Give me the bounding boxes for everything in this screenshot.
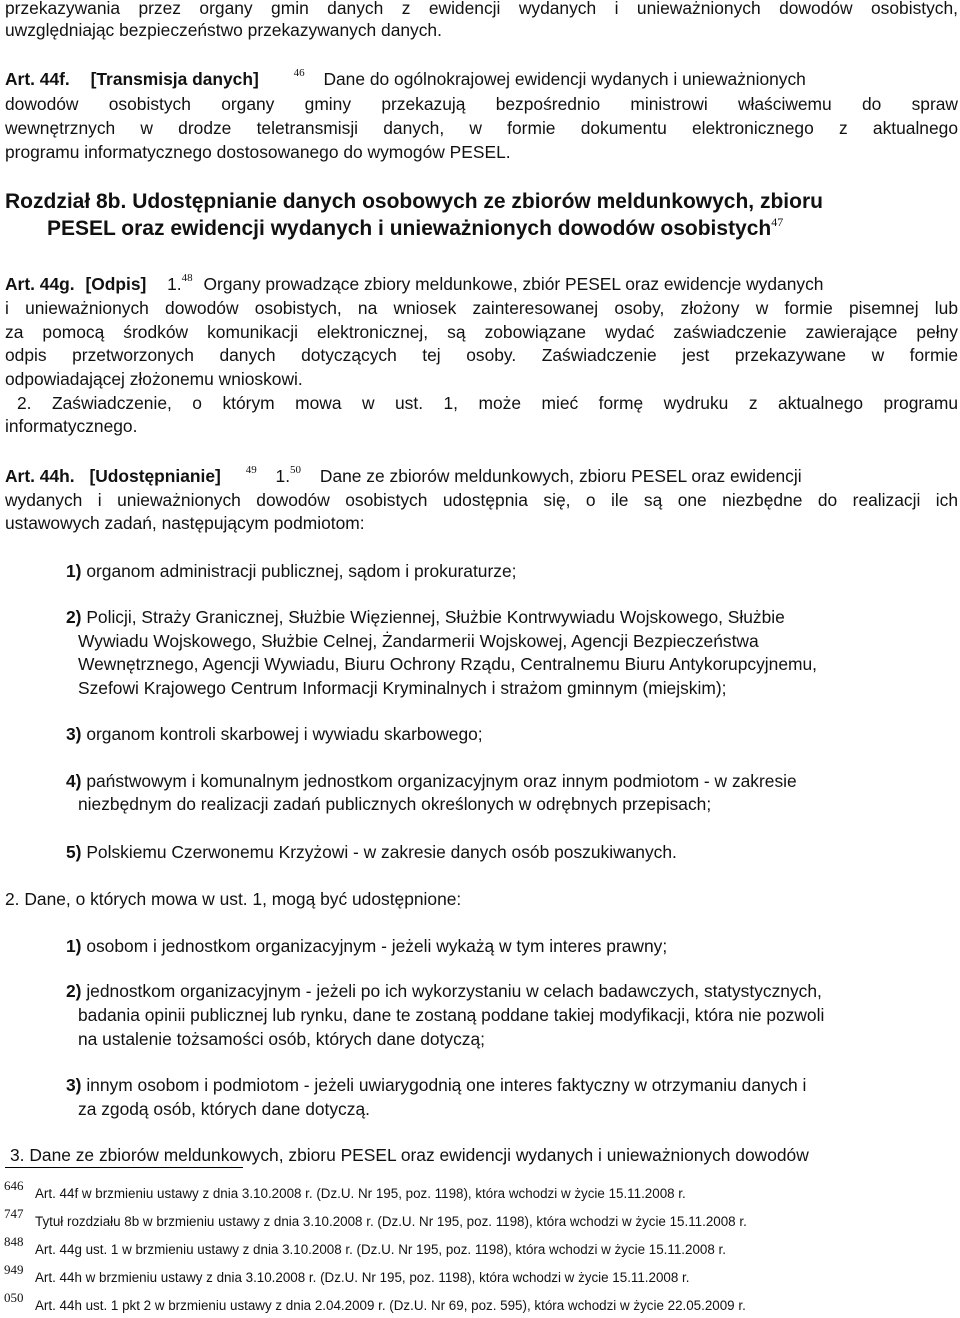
- article-text: Organy prowadzące zbiory meldunkowe, zbiór PESEL oraz ewidencje wydanych: [203, 274, 824, 294]
- article-text: Dane ze zbiorów meldunkowych, zbioru PESEL oraz ewidencji: [319, 466, 802, 486]
- chapter-label: Rozdział 8b.: [5, 190, 127, 213]
- list-item-text: państwowym i komunalnym jednostkom organizacyjnym oraz innym podmiotom - w zakresie: [86, 771, 797, 791]
- article-title: [Odpis]: [85, 274, 147, 294]
- body-text-line: wewnętrznych w drodze teletransmisji danych, w formie dokumentu elektronicznego z aktualnego: [5, 118, 958, 138]
- footnote-text: Art. 44h w brzmieniu ustawy z dnia 3.10.2008 r. (Dz.U. Nr 195, poz. 1198), która wchodzi w życie 15.11.2008 r.: [35, 1270, 690, 1285]
- list-item: [66, 559, 516, 583]
- paragraph-number: 1.: [275, 466, 291, 486]
- paragraph-number: 1.: [167, 274, 182, 294]
- body-text-line: ustawowych zadań, następującym podmiotom:: [5, 513, 365, 533]
- chapter-heading-line2: [47, 216, 783, 244]
- body-text-line: przekazywania przez organy gmin danych z ewidencji wydanych i unieważnionych dowodów osobistych,: [5, 0, 958, 18]
- article-44h-heading-line: [5, 464, 802, 491]
- footnote-number: 949: [4, 1262, 24, 1277]
- footnote-text: Tytuł rozdziału 8b w brzmieniu ustawy z dnia 3.10.2008 r. (Dz.U. Nr 195, poz. 1198), która wchodzi w życie 15.11.2008 r.: [35, 1214, 747, 1229]
- list-item-number: 5): [66, 842, 82, 862]
- body-text-line: 2. Dane, o których mowa w ust. 1, mogą być udostępnione:: [5, 889, 462, 909]
- list-item-text: organom kontroli skarbowej i wywiadu skarbowego;: [86, 724, 483, 744]
- footnote-number: 050: [4, 1290, 24, 1305]
- footnote-ref: 49: [245, 464, 257, 476]
- list-item-number: 3): [66, 1075, 82, 1095]
- list-item-text: jednostkom organizacyjnym - jeżeli po ich wykorzystaniu w celach badawczych, statystycznych,: [86, 981, 822, 1001]
- body-text-line: wydanych i unieważnionych dowodów osobistych udostępnia się, o ile są one niezbędne do realizacji ich: [5, 490, 958, 510]
- chapter-title: PESEL oraz ewidencji wydanych i unieważnionych dowodów osobistych: [47, 217, 772, 240]
- article-title: [Udostępnianie]: [89, 466, 221, 486]
- body-text-line: odpis przetworzonych danych dotyczących tej osoby. Zaświadczenie jest przekazywane w formie: [5, 345, 958, 365]
- footnote-number: 646: [4, 1178, 24, 1193]
- list-item: [66, 769, 797, 793]
- footnote-text: Art. 44h ust. 1 pkt 2 w brzmieniu ustawy z dnia 2.04.2009 r. (Dz.U. Nr 69, poz. 595), która wchodzi w życie 22.05.2009 r.: [35, 1298, 746, 1313]
- article-44f-heading-line: [5, 67, 806, 94]
- footnote-ref: 46: [293, 67, 305, 79]
- list-item-continuation: Szefowi Krajowego Centrum Informacji Kryminalnych i strażom gminnym (miejskim);: [78, 678, 727, 698]
- footnote-ref: 47: [771, 215, 784, 229]
- list-item: [66, 1073, 806, 1097]
- list-item-text: Policji, Straży Granicznej, Służbie Więziennej, Służbie Kontrwywiadu Wojskowego, Służbie: [86, 607, 785, 627]
- article-text: Dane do ogólnokrajowej ewidencji wydanych i unieważnionych: [323, 69, 806, 89]
- list-item-continuation: badania opinii publicznej lub rynku, dane te zostaną poddane takiej modyfikacji, która nie pozwoli: [78, 1005, 825, 1025]
- list-item-continuation: Wewnętrznego, Agencji Wywiadu, Biuru Ochrony Rządu, Centralnemu Biuru Antykorupcyjnemu,: [78, 654, 817, 674]
- list-item-number: 4): [66, 771, 82, 791]
- list-item: [66, 840, 677, 864]
- body-text-line: i unieważnionych dowodów osobistych, na wniosek zainteresowanej osoby, złożony w formie pisemnej lub: [5, 298, 958, 318]
- body-text-line: za pomocą środków komunikacji elektronicznej, są zobowiązane wydać zaświadczenie zawierające pełny: [5, 322, 958, 342]
- footnote-separator: [5, 1167, 243, 1168]
- list-item-text: Polskiemu Czerwonemu Krzyżowi - w zakresie danych osób poszukiwanych.: [86, 842, 677, 862]
- list-item-number: 3): [66, 724, 82, 744]
- list-item-number: 2): [66, 981, 82, 1001]
- list-item-continuation: Wywiadu Wojskowego, Służbie Celnej, Żandarmerii Wojskowej, Agencji Bezpieczeństwa: [78, 631, 759, 651]
- list-item: [66, 934, 667, 958]
- article-title: [Transmisja danych]: [90, 69, 259, 89]
- article-label: Art. 44h.: [5, 466, 75, 486]
- footnote-ref: 48: [181, 272, 193, 284]
- list-item-text: organom administracji publicznej, sądom i prokuraturze;: [86, 561, 517, 581]
- footnote-number: 848: [4, 1234, 24, 1249]
- list-item-number: 1): [66, 936, 82, 956]
- body-text-line: uwzględniając bezpieczeństwo przekazywanych danych.: [5, 20, 442, 40]
- footnote-text: Art. 44g ust. 1 w brzmieniu ustawy z dnia 3.10.2008 r. (Dz.U. Nr 195, poz. 1198), która wchodzi w życie 15.11.2008 r.: [35, 1242, 726, 1257]
- chapter-heading: [5, 189, 823, 215]
- list-item: [66, 722, 483, 746]
- body-text-line: 2. Zaświadczenie, o którym mowa w ust. 1, może mieć formę wydruku z aktualnego programu: [17, 393, 958, 413]
- body-text-line: odpowiadającej złożonemu wnioskowi.: [5, 369, 303, 389]
- body-text-line: informatycznego.: [5, 416, 138, 436]
- list-item: [66, 605, 785, 629]
- list-item-text: osobom i jednostkom organizacyjnym - jeżeli wykażą w tym interes prawny;: [86, 936, 668, 956]
- body-text-line: 3. Dane ze zbiorów meldunkowych, zbioru PESEL oraz ewidencji wydanych i unieważnionych dowodów: [10, 1145, 809, 1165]
- article-44g-heading-line: [5, 272, 823, 299]
- chapter-title: Udostępnianie danych osobowych ze zbiorów meldunkowych, zbioru: [132, 190, 823, 213]
- list-item-continuation: za zgodą osób, których dane dotyczą.: [78, 1099, 370, 1119]
- body-text-line: programu informatycznego dostosowanego do wymogów PESEL.: [5, 142, 511, 162]
- list-item-continuation: niezbędnym do realizacji zadań publicznych określonych w odrębnych przepisach;: [78, 794, 712, 814]
- footnote-number: 747: [4, 1206, 24, 1221]
- list-item-number: 1): [66, 561, 82, 581]
- list-item-text: innym osobom i podmiotom - jeżeli uwiarygodnią one interes faktyczny w otrzymaniu danych i: [86, 1075, 807, 1095]
- body-text-line: dowodów osobistych organy gminy przekazują bezpośrednio ministrowi właściwemu do spraw: [5, 94, 958, 114]
- article-label: Art. 44f.: [5, 69, 70, 89]
- article-label: Art. 44g.: [5, 274, 75, 294]
- footnote-ref: 50: [290, 464, 302, 476]
- list-item-continuation: na ustalenie tożsamości osób, których dane dotyczą;: [78, 1029, 485, 1049]
- list-item-number: 2): [66, 607, 82, 627]
- list-item: [66, 979, 822, 1003]
- footnote-text: Art. 44f w brzmieniu ustawy z dnia 3.10.2008 r. (Dz.U. Nr 195, poz. 1198), która wchodzi w życie 15.11.2008 r.: [35, 1186, 686, 1201]
